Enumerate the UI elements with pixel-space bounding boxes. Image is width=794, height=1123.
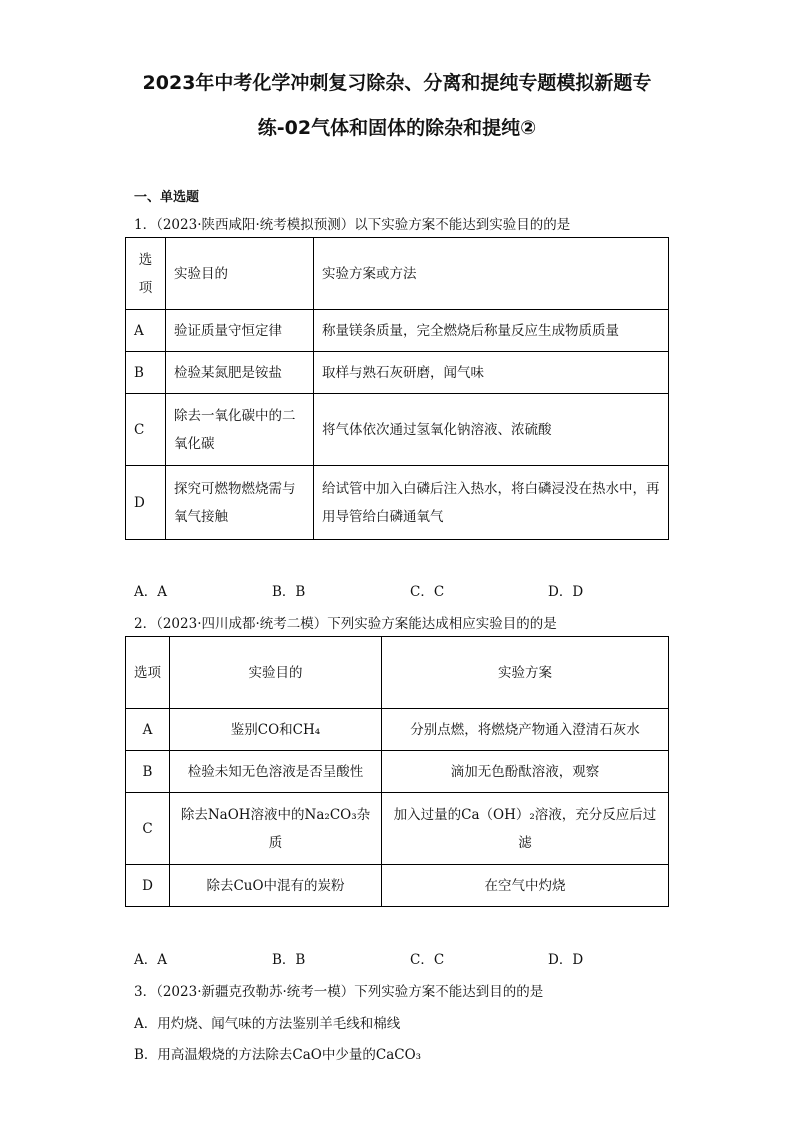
header-method: 实验方案或方法 [314, 238, 669, 310]
table-row [126, 466, 669, 540]
q2-table [125, 636, 669, 907]
choice-d[interactable]: D．D [548, 584, 584, 600]
row-goal: 检验未知无色溶液是否呈酸性 [170, 751, 382, 793]
header-goal: 实验目的 [170, 637, 382, 709]
row-option: C [126, 394, 166, 466]
row-option: D [126, 865, 170, 907]
row-method: 将气体依次通过氢氧化钠溶液、浓硫酸 [314, 394, 669, 466]
row-method: 取样与熟石灰研磨，闻气味 [314, 352, 669, 394]
table-row [126, 751, 669, 793]
header-method: 实验方案 [382, 637, 669, 709]
row-method: 分别点燃，将燃烧产物通入澄清石灰水 [382, 709, 669, 751]
row-option: C [126, 793, 170, 865]
document-title-line1: 2023年中考化学冲刺复习除杂、分离和提纯专题模拟新题专 [142, 72, 652, 94]
table-header-row [126, 238, 669, 310]
q3-option-b[interactable]: B．用高温煅烧的方法除去CaO中少量的CaCO₃ [134, 1047, 422, 1063]
q1-stem: 1．（2023·陕西咸阳·统考模拟预测）以下实验方案不能达到实验目的的是 [134, 217, 571, 233]
q1-table [125, 237, 669, 540]
row-option: A [126, 310, 166, 352]
header-option: 选项 [126, 637, 170, 709]
row-goal: 验证质量守恒定律 [166, 310, 314, 352]
row-goal: 除去一氧化碳中的二氧化碳 [166, 394, 314, 466]
choice-a[interactable]: A．A [134, 952, 167, 968]
table-row [126, 709, 669, 751]
table-header-row [126, 637, 669, 709]
row-option: D [126, 466, 166, 540]
row-goal: 探究可燃物燃烧需与氧气接触 [166, 466, 314, 540]
table-row [126, 352, 669, 394]
q2-stem: 2．（2023·四川成都·统考二模）下列实验方案能达成相应实验目的的是 [134, 616, 557, 632]
choice-b[interactable]: B．B [272, 584, 306, 600]
row-method: 在空气中灼烧 [382, 865, 669, 907]
q3-stem: 3．（2023·新疆克孜勒苏·统考一模）下列实验方案不能达到目的的是 [134, 984, 544, 1000]
table-row [126, 394, 669, 466]
q3-option-a[interactable]: A．用灼烧、闻气味的方法鉴别羊毛线和棉线 [134, 1016, 401, 1032]
header-option: 选项 [126, 238, 166, 310]
choice-a[interactable]: A．A [134, 584, 167, 600]
header-goal: 实验目的 [166, 238, 314, 310]
choice-b[interactable]: B．B [272, 952, 306, 968]
row-option: A [126, 709, 170, 751]
choice-d[interactable]: D．D [548, 952, 584, 968]
row-goal: 检验某氮肥是铵盐 [166, 352, 314, 394]
row-goal: 鉴别CO和CH₄ [170, 709, 382, 751]
table-row [126, 793, 669, 865]
row-option: B [126, 352, 166, 394]
table-row [126, 865, 669, 907]
row-goal: 除去NaOH溶液中的Na₂CO₃杂质 [170, 793, 382, 865]
row-method: 称量镁条质量，完全燃烧后称量反应生成物质质量 [314, 310, 669, 352]
table-row [126, 310, 669, 352]
row-method: 加入过量的Ca（OH）₂溶液，充分反应后过滤 [382, 793, 669, 865]
choice-c[interactable]: C．C [410, 584, 445, 600]
row-goal: 除去CuO中混有的炭粉 [170, 865, 382, 907]
row-method: 给试管中加入白磷后注入热水，将白磷浸没在热水中，再用导管给白磷通氧气 [314, 466, 669, 540]
choice-c[interactable]: C．C [410, 952, 445, 968]
row-option: B [126, 751, 170, 793]
row-method: 滴加无色酚酞溶液，观察 [382, 751, 669, 793]
section-heading: 一、单选题 [134, 190, 200, 205]
document-title-line2: 练-02气体和固体的除杂和提纯② [257, 117, 537, 139]
